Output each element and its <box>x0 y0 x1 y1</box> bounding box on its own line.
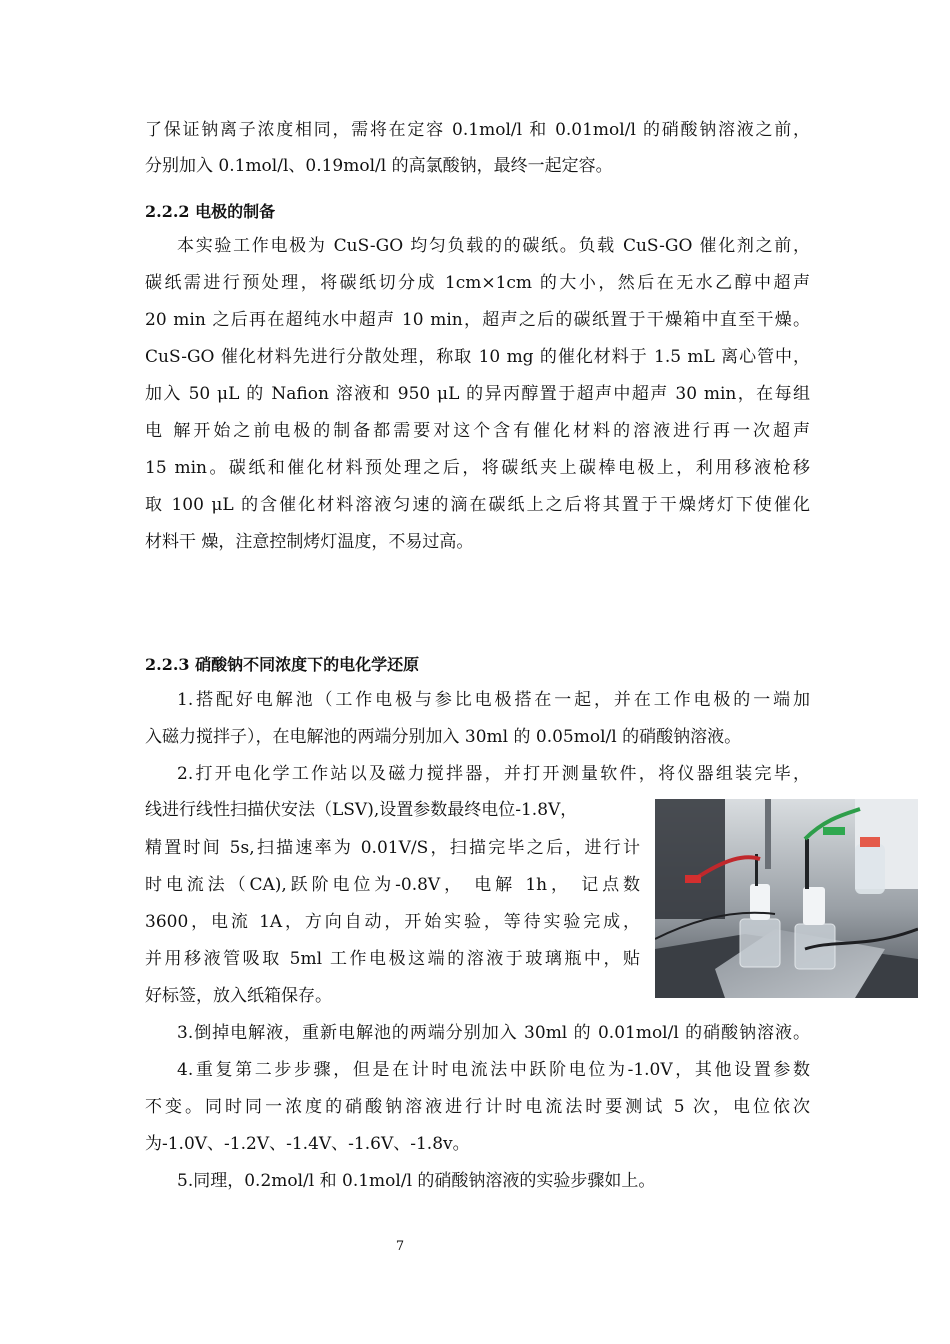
section-223-line-8: 并用移液管吸取 5ml 工作电极这端的溶液于玻璃瓶中，贴 <box>145 949 640 969</box>
section-222-line-4: CuS-GO 催化材料先进行分散处理，称取 10 mg 的催化材料于 1.5 mL 离心管中， <box>145 347 810 367</box>
section-223-line-5: 精置时间 5s,扫描速率为 0.01V/S，扫描完毕之后，进行计 <box>145 838 640 858</box>
section-223-line-10: 3.倒掉电解液，重新电解池的两端分别加入 30ml 的 0.01mol/l 的硝酸钠溶液。 <box>177 1023 810 1043</box>
section-222-line-2: 碳纸需进行预处理，将碳纸切分成 1cm×1cm 的大小，然后在无水乙醇中超声 <box>145 273 810 293</box>
section-223-line-1: 1.搭配好电解池（工作电极与参比电极搭在一起，并在工作电极的一端加 <box>177 690 810 710</box>
section-222-line-9: 材料干 燥，注意控制烤灯温度，不易过高。 <box>145 532 474 552</box>
section-223-line-13: 为-1.0V、-1.2V、-1.4V、-1.6V、-1.8v。 <box>145 1134 470 1154</box>
section-223-line-2: 入磁力搅拌子），在电解池的两端分别加入 30ml 的 0.05mol/l 的硝酸钠溶液。 <box>145 727 742 747</box>
section-222-line-8: 取 100 μL 的含催化材料溶液匀速的滴在碳纸上之后将其置于干燥烤灯下使催化 <box>145 495 810 515</box>
section-223-line-6: 时电流法（CA),跃阶电位为-0.8V， 电解 1h， 记点数 <box>145 875 640 895</box>
section-223-line-14: 5.同理，0.2mol/l 和 0.1mol/l 的硝酸钠溶液的实验步骤如上。 <box>177 1171 656 1191</box>
section-222-line-5: 加入 50 μL 的 Nafion 溶液和 950 μL 的异丙醇置于超声中超声 30 min，在每组 <box>145 384 810 404</box>
section-223-line-4: 线进行线性扫描伏安法（LSV),设置参数最终电位-1.8V， <box>145 800 578 820</box>
intro-line-1: 了保证钠离子浓度相同，需将在定容 0.1mol/l 和 0.01mol/l 的硝酸钠溶液之前， <box>145 120 810 140</box>
section-223-line-9: 好标签，放入纸箱保存。 <box>145 986 332 1006</box>
section-heading-2-2-2: 2.2.2 电极的制备 <box>145 202 276 221</box>
lab-scene-illustration <box>655 799 918 998</box>
section-222-line-6: 电 解开始之前电极的制备都需要对这个含有催化材料的溶液进行再一次超声 <box>145 421 810 441</box>
section-223-line-11: 4.重复第二步步骤，但是在计时电流法中跃阶电位为-1.0V，其他设置参数 <box>177 1060 810 1080</box>
section-222-line-7: 15 min。碳纸和催化材料预处理之后，将碳纸夹上碳棒电极上，利用移液枪移 <box>145 458 810 478</box>
intro-line-2: 分别加入 0.1mol/l、0.19mol/l 的高氯酸钠，最终一起定容。 <box>145 156 613 176</box>
section-223-line-12: 不变。同时同一浓度的硝酸钠溶液进行计时电流法时要测试 5 次，电位依次 <box>145 1097 810 1117</box>
section-222-line-1: 本实验工作电极为 CuS-GO 均匀负载的的碳纸。负载 CuS-GO 催化剂之前， <box>177 236 810 256</box>
section-223-line-7: 3600，电流 1A，方向自动，开始实验，等待实验完成， <box>145 912 640 932</box>
electrolysis-setup-photo <box>655 799 918 998</box>
section-222-line-3: 20 min 之后再在超纯水中超声 10 min，超声之后的碳纸置于干燥箱中直至干燥。 <box>145 310 810 330</box>
section-223-line-3: 2.打开电化学工作站以及磁力搅拌器，并打开测量软件，将仪器组装完毕， <box>177 764 810 784</box>
page-number: 7 <box>395 1239 405 1254</box>
section-heading-2-2-3: 2.2.3 硝酸钠不同浓度下的电化学还原 <box>145 655 420 674</box>
